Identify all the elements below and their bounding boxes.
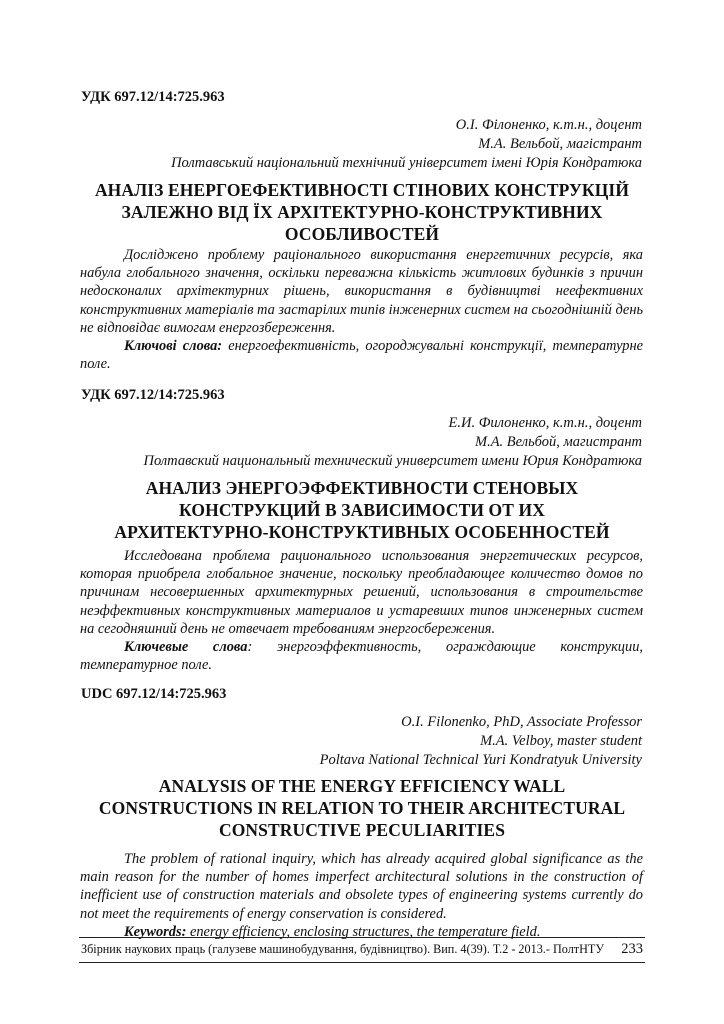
affiliation: Полтавский национальный технический университет имени Юрия Кондратюка — [143, 453, 642, 469]
title-line: АНАЛІЗ ЕНЕРГОЕФЕКТИВНОСТІ СТІНОВИХ КОНСТРУКЦІЙ — [94, 180, 630, 200]
keywords-text: : энергоэффективность, ограждающие конструкции, температурное поле. — [80, 639, 643, 674]
article-title-uk — [80, 179, 644, 245]
title-line: ОСОБЛИВОСТЕЙ — [284, 224, 440, 244]
affiliation: Полтавський національний технічний університет імені Юрія Кондратюка — [171, 155, 642, 171]
title-line: CONSTRUCTIONS IN RELATION TO THEIR ARCHITECTURAL — [98, 798, 626, 818]
affiliation: Poltava National Technical Yuri Kondratyuk University — [319, 752, 642, 768]
udc-code-en: UDC 697.12/14:725.963 — [81, 686, 227, 702]
author-1: O.I. Filonenko, PhD, Associate Professor — [401, 714, 642, 730]
keywords-paragraph — [80, 638, 643, 674]
page-number: 233 — [621, 941, 643, 957]
author-1: Е.И. Филоненко, к.т.н., доцент — [448, 415, 642, 431]
keywords-paragraph — [80, 337, 643, 373]
abstract-text: Исследована проблема рационального использования энергетических ресурсов, которая приобрела глобальное значение, поскольку преобладающее количество домов по причинам несовершенных архитектурных решений, использования в строительстве неэффективных конструктивных материалов и устаревших типов инженерных систем на сегодняшний день не отвечает требованиям энергосбережения. — [80, 548, 643, 637]
title-line: CONSTRUCTIVE PECULIARITIES — [218, 820, 506, 840]
page-footer — [79, 937, 645, 963]
abstract-ru — [80, 547, 643, 674]
abstract-text: Досліджено проблему раціонального використання енергетичних ресурсів, яка набула глобального значення, оскільки переважна кількість житлових будинків з причин недосконалих архітектурних рішень, використання в будівництві неефективних конструктивних матеріалів та застарілих типів інженерних систем на сьогоднішній день не відповідає вимогам енергозбереження. — [80, 247, 644, 336]
title-line: АНАЛИЗ ЭНЕРГОЭФФЕКТИВНОСТИ СТЕНОВЫХ — [145, 478, 579, 498]
author-1: О.І. Філоненко, к.т.н., доцент — [455, 117, 642, 133]
journal-citation: Збірник наукових праць (галузеве машинобудування, будівництво). Вип. 4(39). Т.2 - 2013.- ПолтНТУ — [81, 942, 604, 956]
keywords-label: Keywords: — [124, 923, 187, 940]
keywords-label: Ключевые слова — [124, 639, 248, 656]
author-2: M.A. Velboy, master student — [480, 733, 642, 749]
author-2: М.А. Вельбой, магистрант — [475, 434, 642, 450]
article-title-ru — [80, 477, 644, 543]
udc-code-ru: УДК 697.12/14:725.963 — [81, 387, 225, 403]
title-line: ЗАЛЕЖНО ВІД ЇХ АРХІТЕКТУРНО-КОНСТРУКТИВНИХ — [121, 202, 603, 222]
abstract-text: The problem of rational inquiry, which has already acquired global significance as the main reason for the number of homes imperfect architectural solutions in the construction of inefficient use of construction materials and obsolete types of engineering systems currently do not meet the requirements of energy conservation is considered. — [80, 851, 643, 922]
author-block-uk — [171, 116, 642, 173]
title-line: КОНСТРУКЦИЙ В ЗАВИСИМОСТИ ОТ ИХ — [179, 500, 545, 520]
article-title-en — [80, 775, 644, 841]
udc-code-uk: УДК 697.12/14:725.963 — [81, 89, 225, 105]
author-2: М.А. Вельбой, магістрант — [478, 136, 642, 152]
abstract-uk — [80, 246, 643, 373]
keywords-text: енергоефективність, огороджувальні конструкції, температурне поле. — [80, 338, 643, 373]
author-block-en — [320, 713, 642, 770]
keywords-text: energy efficiency, enclosing structures, the temperature field. — [186, 923, 541, 940]
keywords-label: Ключові слова: — [124, 338, 223, 355]
author-block-ru — [144, 414, 643, 471]
abstract-en — [80, 850, 643, 941]
title-line: ANALYSIS OF THE ENERGY EFFICIENCY WALL — [158, 776, 566, 796]
title-line: АРХИТЕКТУРНО-КОНСТРУКТИВНЫХ ОСОБЕННОСТЕЙ — [114, 522, 610, 542]
